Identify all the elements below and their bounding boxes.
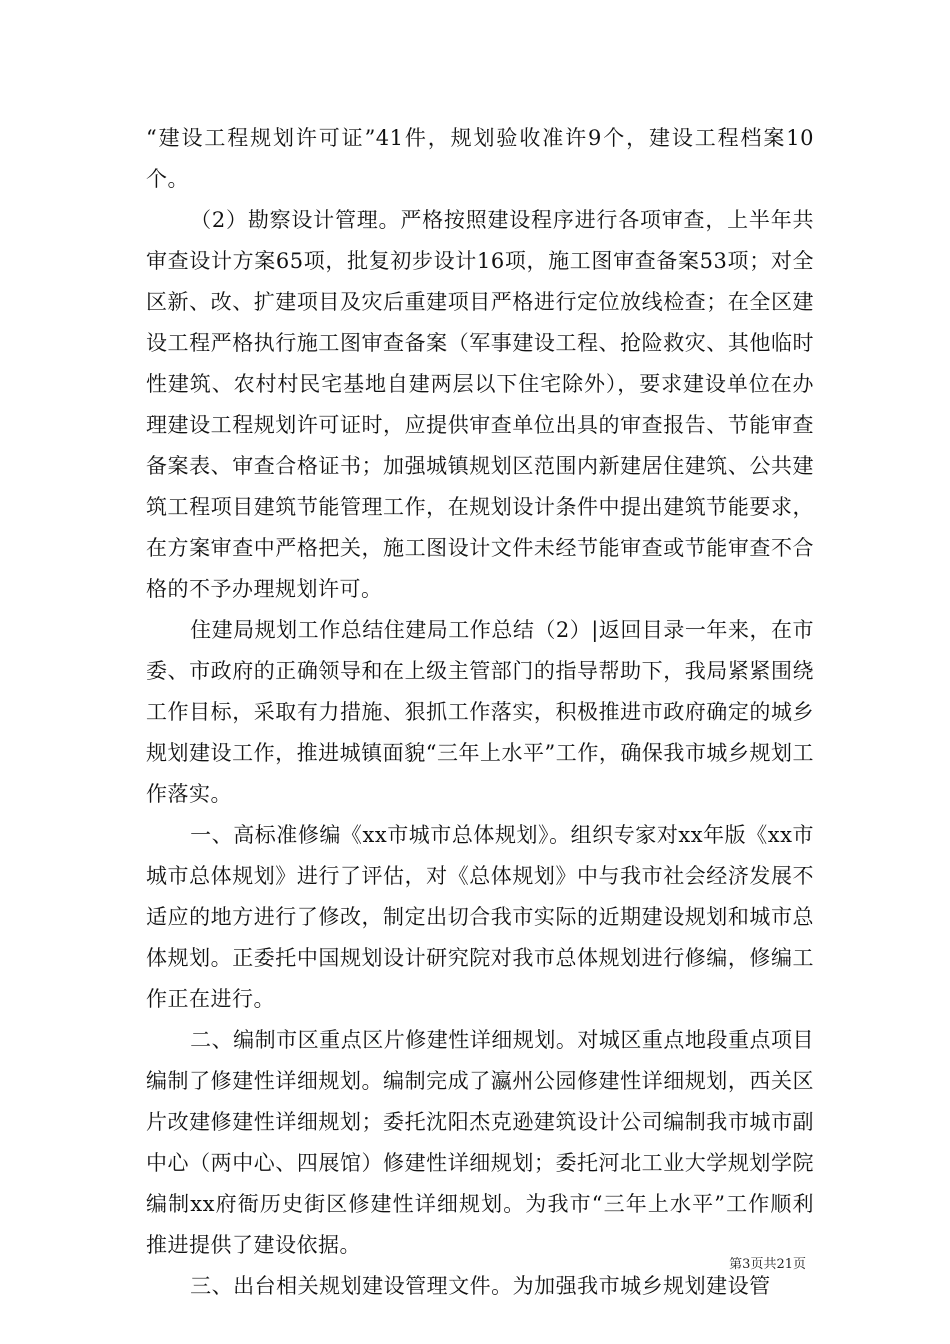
paragraph-survey-design: （2）勘察设计管理。严格按照建设程序进行各项审查，上半年共审查设计方案65项，批复初步设计16项，施工图审查备案53项；对全区新、改、扩建项目及灾后重建项目严格进行定位放线检查；在全区建设工程严格执行施工图审查备案（军事建设工程、抢险救灾、其他临时性建筑、农村村民宅基地自建两层以下住宅除外），要求建设单位在办理建设工程规划许可证时，应提供审查单位出具的审查报告、节能审查备案表、审查合格证书；加强城镇规划区范围内新建居住建筑、公共建筑工程项目建筑节能管理工作，在规划设计条件中提出建筑节能要求，在方案审查中严格把关，施工图设计文件未经节能审查或节能审查不合格的不予办理规划许可。 — [146, 208, 814, 601]
page-number: 第3页共21页 — [729, 1257, 806, 1272]
paragraph-section-three: 三、出台相关规划建设管理文件。为加强我市城乡规划建设管 — [190, 1274, 771, 1298]
paragraph-summary-intro: 住建局规划工作总结住建局工作总结（2）|返回目录一年来，在市委、市政府的正确领导和在上级主管部门的指导帮助下，我局紧紧围绕工作目标，采取有力措施、狠抓工作落实，积极推进市政府确定的城乡规划建设工作，推进城镇面貌“三年上水平”工作，确保我市城乡规划工作落实。 — [146, 618, 814, 806]
paragraph-section-one: 一、高标准修编《xx市城市总体规划》。组织专家对xx年版《xx市城市总体规划》进行了评估，对《总体规划》中与我市社会经济发展不适应的地方进行了修改，制定出切合我市实际的近期建设规划和城市总体规划。正委托中国规划设计研究院对我市总体规划进行修编，修编工作正在进行。 — [146, 823, 814, 1011]
document-body — [146, 118, 814, 1307]
paragraph-section-two: 二、编制市区重点区片修建性详细规划。对城区重点地段重点项目编制了修建性详细规划。编制完成了瀛州公园修建性详细规划，西关区片改建修建性详细规划；委托沈阳杰克逊建筑设计公司编制我市城市副中心（两中心、四展馆）修建性详细规划；委托河北工业大学规划学院编制xx府衙历史街区修建性详细规划。为我市“三年上水平”工作顺利推进提供了建设依据。 — [146, 1028, 814, 1257]
paragraph-continuation: “建设工程规划许可证”41件，规划验收准许9个，建设工程档案10个。 — [146, 126, 814, 191]
